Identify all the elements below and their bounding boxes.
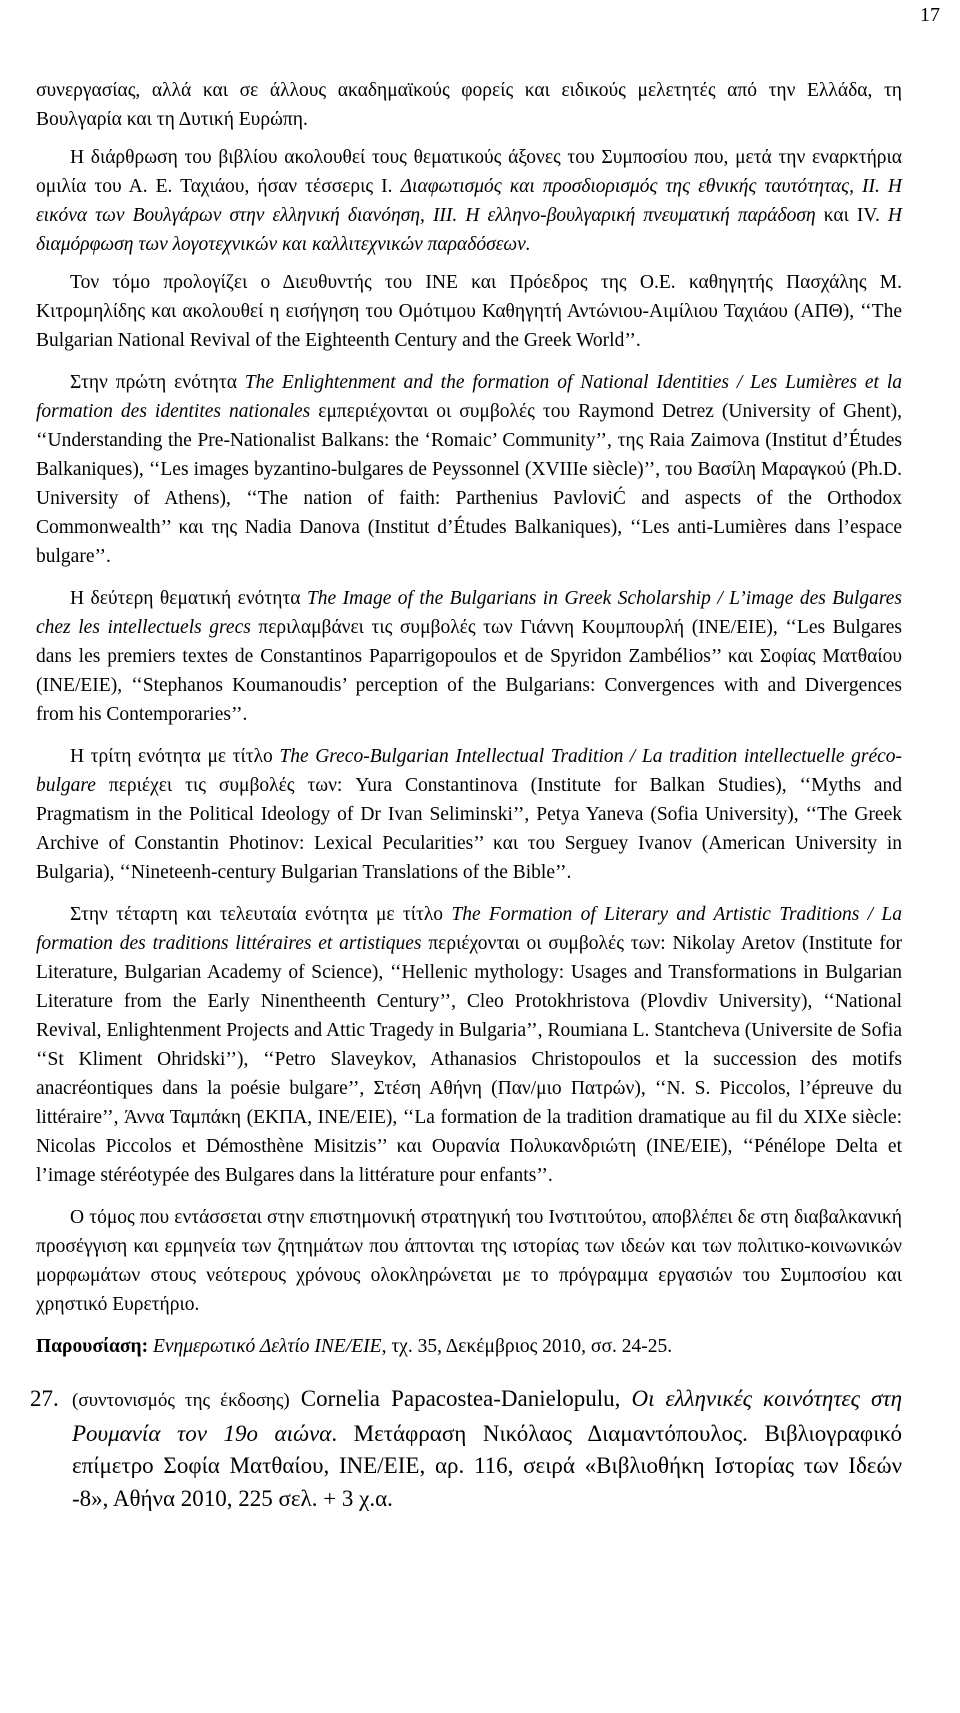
italic-run: The Greco-Bulgarian Intellectual Tradition / La tradition intellectuelle gréco-bulgare (36, 746, 903, 796)
bibliography-entry (30, 1383, 903, 1515)
text-run: εμπεριέχονται οι συμβολές του Raymond Detrez (University of Ghent), ‘‘Understanding the Pre-Nationalist Balkans: the ‘Romaic’ Community’’, της Raia Zaimova (Institut d’Études Balkaniques), ‘‘Les images byzantino-bulgares de Peyssonnel (XVIIIe siècle)’’, του Βασίλη Μαραγκού (Ph.D. University of Athens), ‘‘The nation of faith: Parthenius PavloviĆ and aspects of the Orthodox Commonwealth’’ και της Nadia Danova (Institut d’Études Balkaniques), ‘‘Les anti-Lumières dans l’espace bulgare’’. (36, 401, 902, 567)
paragraph-7 (36, 900, 902, 1190)
document-body (30, 76, 903, 1515)
text-run: Η δεύτερη θεματική ενότητα (70, 588, 307, 609)
presentation-line (36, 1332, 902, 1361)
paragraph-3: Τον τόμο προλογίζει ο Διευθυντής του ΙΝΕ και Πρόεδρος της Ο.Ε. καθηγητής Πασχάλης Μ. Κιτρομηλίδης και ακολουθεί η εισήγηση του Ομότιμου Καθηγητή Αντώνιου-Αιμίλιου Ταχιάου (ΑΠΘ), ‘‘The Bulgarian National Revival of the Eighteenth Century and the Greek World’’. (36, 272, 902, 351)
text-run: περιέχονται οι συμβολές των: Nikolay Aretov (Institute for Literature, Bulgarian Academy of Science), ‘‘Hellenic mythology: Usages and Transformations in Bulgarian Literature from the Early Ninentheenth Century’’, Cleo Protokhristova (Plovdiv University), ‘‘National Revival, Enlightenment Projects and Attic Tragedy in Bulgaria’’, Roumiana L. Stantcheva (Universite de Sofia ‘‘St Kliment Ohridski’’), ‘‘Petro Slaveykov, Athanasios Christopoulos et la succession des motifs anacréontiques dans la poésie bulgare’’, Στέση Αθήνη (Παν/μιο Πατρών), ‘‘N. S. Piccolos, l’épreuve du littéraire’’, Άννα Ταμπάκη (ΕΚΠΑ, ΙΝΕ/ΕΙΕ), ‘‘La formation de la tradition dramatique au fil du XIXe siècle: Nicolas Piccolos et Démosthène Misitzis’’ και Ουρανία Πολυκανδριώτη (ΙΝΕ/ΕΙΕ), ‘‘Pénélope Delta et l’image stéréotypée des Bulgares dans la littérature pour enfants’’. (36, 933, 902, 1186)
presentation-source: Ενημερωτικό Δελτίο ΙΝΕ/ΕΙΕ (152, 1336, 382, 1357)
presentation-details: , τχ. 35, Δεκέμβριος 2010, σσ. 24-25. (381, 1336, 673, 1357)
italic-run: The Formation of Literary and Artistic Traditions / La formation des traditions littéraires et artistiques (36, 904, 902, 954)
italic-run: The Image of the Bulgarians in Greek Scholarship / L’image des Bulgares chez les intellectuels grecs (36, 588, 902, 638)
paragraph-6 (36, 742, 902, 887)
page-number: 17 (920, 4, 940, 26)
entry-number: 27. (30, 1386, 59, 1411)
text-run: Η τρίτη ενότητα με τίτλο (70, 746, 280, 767)
entry-title: Οι ελληνικές κοινότητες στη Ρουμανία τον 19ο αιώνα (72, 1386, 903, 1446)
paragraph-4 (36, 368, 902, 571)
entry-body (36, 1383, 902, 1515)
text-run: Στην πρώτη ενότητα (70, 372, 245, 393)
text-run: περιλαμβάνει τις συμβολές των Γιάννη Κουμπουρλή (ΙΝΕ/ΕΙΕ), ‘‘Les Bulgares dans les premiers textes de Constantinos Paparrigopoulos et de Spyridon Zambélios’’ και Σοφίας Ματθαίου (ΙΝΕ/ΕΙΕ), ‘‘Stephanos Koumanoudis’ perception of the Bulgarians: Convergences with and Divergences from his Contemporaries’’. (36, 617, 902, 725)
presentation-label: Παρουσίαση: (36, 1336, 149, 1357)
entry-author: Cornelia Papacostea-Danielopulu, (289, 1386, 632, 1411)
text-run: περιέχει τις συμβολές των: Yura Constantinova (Institute for Balkan Studies), ‘‘Myths and Pragmatism in the Political Ideology of Dr Ivan Seliminski’’, Petya Yaneva (Sofia University), ‘‘The Greek Archive of Constantin Photinov: Lexical Pecularities’’ και του Serguey Ivanov (American University in Bulgaria), ‘‘Nineteenh-century Bulgarian Translations of the Bible’’. (36, 775, 902, 883)
text-run: και IV. (815, 205, 888, 226)
italic-run: The Enlightenment and the formation of National Identities / Les Lumières et la formation des identites nationales (36, 372, 902, 422)
paragraph-2 (36, 143, 902, 259)
italic-run: Διαφωτισμός και προσδιορισμός της εθνικής ταυτότητας, ΙΙ. Η εικόνα των Βουλγάρων στην ελληνική διανόηση, ΙΙΙ. Η ελληνο-βουλγαρική πνευματική παράδοση (36, 176, 903, 226)
paragraph-8: Ο τόμος που εντάσσεται στην επιστημονική στρατηγική του Ινστιτούτου, αποβλέπει δε στη διαβαλκανική προσέγγιση και ερμηνεία των ζητημάτων που άπτονται της ιστορίας των ιδεών και των πολιτικο-κοινωνικών μορφωμάτων στους νεότερους χρόνους ολοκληρώνεται με το πρόγραμμα εργασιών του Συμποσίου και χρηστικό Ευρετήριο. (36, 1207, 902, 1315)
italic-run: Η διαμόρφωση των λογοτεχνικών και καλλιτεχνικών παραδόσεων. (36, 205, 902, 255)
paragraph-1: συνεργασίας, αλλά και σε άλλους ακαδημαϊκούς φορείς και ειδικούς μελετητές από την Ελλάδα, τη Βουλγαρία και τη Δυτική Ευρώπη. (36, 80, 902, 130)
text-run: Στην τέταρτη και τελευταία ενότητα με τίτλο (70, 904, 452, 925)
entry-details: . Μετάφραση Νικόλαος Διαμαντόπουλος. Βιβλιογραφικό επίμετρο Σοφία Ματθαίου, ΙΝΕ/ΕΙΕ, αρ. 116, σειρά «Βιβλιοθήκη Ιστορίας των Ιδεών -8», Αθήνα 2010, 225 σελ. + 3 χ.α. (72, 1420, 902, 1511)
text-run: Η διάρθρωση του βιβλίου ακολουθεί τους θεματικούς άξονες του Συμποσίου που, μετά την εναρκτήρια ομιλία του Α. Ε. Ταχιάου, ήσαν τέσσερις Ι. (36, 147, 902, 197)
entry-note: (συντονισμός της έκδοσης) (72, 1390, 290, 1411)
paragraph-5 (36, 584, 902, 729)
